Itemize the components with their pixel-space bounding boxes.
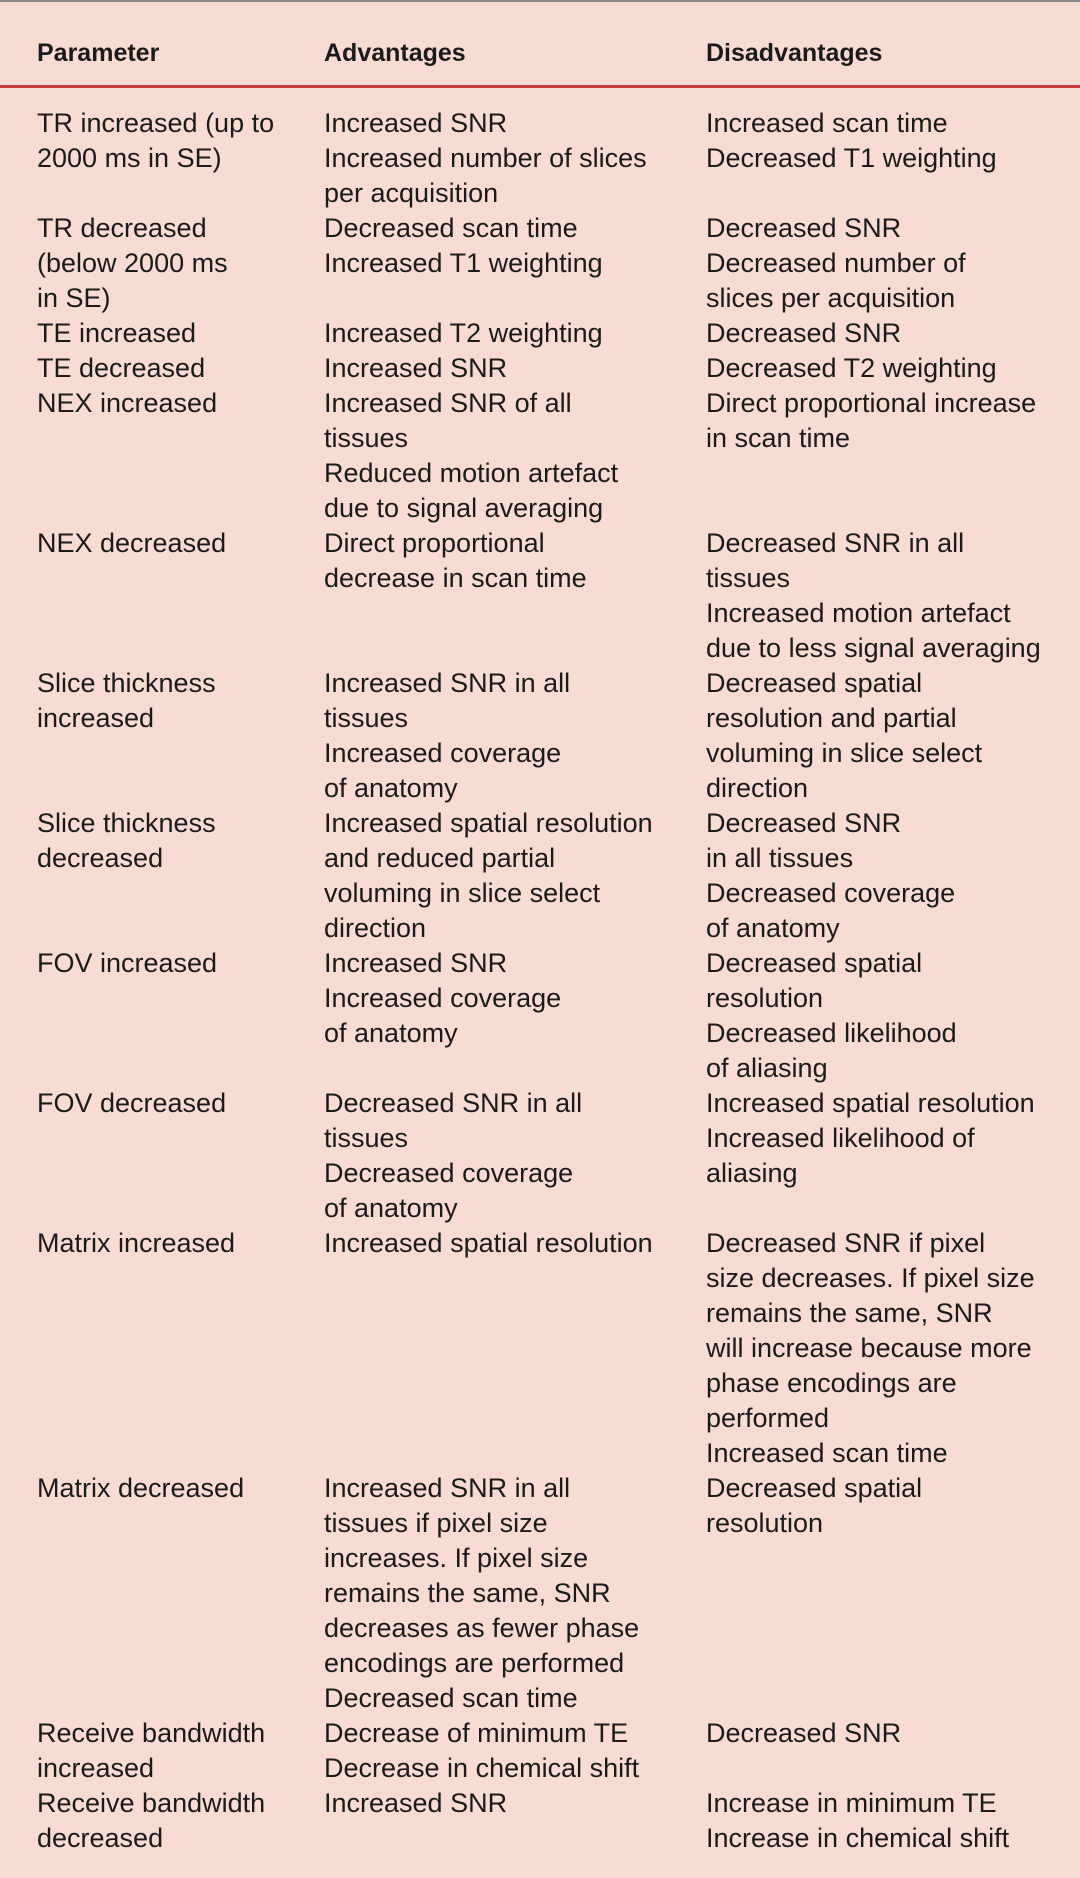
cell-text-line: Direct proportional increase: [706, 388, 1037, 418]
cell-text-line: voluming in slice select: [706, 738, 983, 768]
advantages-cell: [324, 351, 706, 386]
cell-text-line: Increased coverage: [324, 738, 562, 768]
cell-text-line: Receive bandwidth: [37, 1718, 266, 1748]
cell-text-line: decreased: [37, 843, 164, 873]
cell-text-line: NEX decreased: [37, 528, 227, 558]
cell-text-line: of aliasing: [706, 1053, 828, 1083]
cell-text-line: decreased: [37, 1823, 164, 1853]
cell-text-line: Increased scan time: [706, 1438, 948, 1468]
table-row: [0, 1786, 1080, 1856]
cell-text-line: tissues if pixel size: [324, 1508, 548, 1538]
cell-text-line: Increased coverage: [324, 983, 562, 1013]
cell-text-line: slices per acquisition: [706, 283, 956, 313]
cell-text-line: Increased T2 weighting: [324, 318, 603, 348]
cell-text-line: tissues: [324, 703, 409, 733]
advantages-cell: [324, 106, 706, 211]
header-parameter: Parameter: [37, 39, 160, 67]
cell-text-line: Decreased scan time: [324, 1683, 578, 1713]
cell-text-line: in all tissues: [706, 843, 854, 873]
advantages-cell: [324, 1716, 706, 1786]
header-divider: [0, 85, 1080, 88]
disadvantages-cell: [706, 946, 1080, 1086]
cell-text-line: aliasing: [706, 1158, 798, 1188]
cell-text-line: phase encodings are: [706, 1368, 957, 1398]
cell-text-line: Decreased SNR in all: [324, 1088, 583, 1118]
cell-text-line: Increased motion artefact: [706, 598, 1011, 628]
cell-text-line: will increase because more: [706, 1333, 1032, 1363]
advantages-cell: [324, 806, 706, 946]
cell-text-line: TE increased: [37, 318, 197, 348]
cell-text-line: Increased SNR: [324, 1788, 508, 1818]
disadvantages-cell: [706, 316, 1080, 351]
cell-text-line: 2000 ms in SE): [37, 143, 222, 173]
cell-text-line: Decreased SNR: [706, 213, 902, 243]
cell-text-line: Increased T1 weighting: [324, 248, 603, 278]
cell-text-line: Increased SNR in all: [324, 668, 571, 698]
advantages-cell: [324, 526, 706, 666]
advantages-cell: [324, 946, 706, 1086]
cell-text-line: Decreased scan time: [324, 213, 578, 243]
cell-text-line: Slice thickness: [37, 808, 216, 838]
cell-text-line: Decrease in chemical shift: [324, 1753, 640, 1783]
cell-text-line: Decreased spatial: [706, 1473, 923, 1503]
cell-text-line: due to less signal averaging: [706, 633, 1041, 663]
disadvantages-cell: [706, 806, 1080, 946]
cell-text-line: Decreased SNR: [706, 808, 902, 838]
advantages-cell: [324, 1786, 706, 1856]
cell-text-line: of anatomy: [324, 773, 458, 803]
cell-text-line: Direct proportional: [324, 528, 545, 558]
cell-text-line: TR increased (up to: [37, 108, 275, 138]
parameter-cell: [0, 106, 324, 211]
disadvantages-cell: [706, 351, 1080, 386]
cell-text-line: increased: [37, 1753, 155, 1783]
cell-text-line: increases. If pixel size: [324, 1543, 589, 1573]
cell-text-line: Increased spatial resolution: [324, 808, 653, 838]
cell-text-line: FOV decreased: [37, 1088, 227, 1118]
disadvantages-cell: [706, 1086, 1080, 1226]
cell-text-line: Reduced motion artefact: [324, 458, 619, 488]
parameter-cell: [0, 666, 324, 806]
cell-text-line: Decreased spatial: [706, 948, 923, 978]
cell-text-line: Decreased likelihood: [706, 1018, 957, 1048]
cell-text-line: of anatomy: [324, 1193, 458, 1223]
cell-text-line: Receive bandwidth: [37, 1788, 266, 1818]
advantages-cell: [324, 1471, 706, 1716]
parameter-cell: [0, 1086, 324, 1226]
cell-text-line: size decreases. If pixel size: [706, 1263, 1035, 1293]
cell-text-line: Increased number of slices: [324, 143, 647, 173]
advantages-cell: [324, 1226, 706, 1471]
cell-text-line: in scan time: [706, 423, 851, 453]
cell-text-line: resolution: [706, 983, 824, 1013]
table-header: [0, 2, 1080, 86]
advantages-cell: [324, 1086, 706, 1226]
advantages-cell: [324, 666, 706, 806]
cell-text-line: Decreased coverage: [706, 878, 956, 908]
cell-text-line: and reduced partial: [324, 843, 556, 873]
cell-text-line: Decrease of minimum TE: [324, 1718, 629, 1748]
table-row: [0, 351, 1080, 386]
cell-text-line: Decreased coverage: [324, 1158, 574, 1188]
table-row: [0, 386, 1080, 526]
cell-text-line: per acquisition: [324, 178, 499, 208]
cell-text-line: Decreased SNR in all: [706, 528, 965, 558]
cell-text-line: direction: [324, 913, 427, 943]
disadvantages-cell: [706, 1786, 1080, 1856]
cell-text-line: TR decreased: [37, 213, 207, 243]
parameter-cell: [0, 1471, 324, 1716]
table-row: [0, 526, 1080, 666]
cell-text-line: TE decreased: [37, 353, 206, 383]
cell-text-line: Matrix increased: [37, 1228, 236, 1258]
header-disadvantages: Disadvantages: [706, 39, 883, 67]
cell-text-line: Increased scan time: [706, 108, 948, 138]
cell-text-line: in SE): [37, 283, 111, 313]
cell-text-line: decreases as fewer phase: [324, 1613, 640, 1643]
table-row: [0, 1716, 1080, 1786]
cell-text-line: resolution: [706, 1508, 824, 1538]
header-advantages: Advantages: [324, 39, 466, 67]
disadvantages-cell: [706, 526, 1080, 666]
parameter-cell: [0, 946, 324, 1086]
table-row: [0, 1226, 1080, 1471]
cell-text-line: performed: [706, 1403, 830, 1433]
cell-text-line: resolution and partial: [706, 703, 957, 733]
table-body: [0, 106, 1080, 1856]
disadvantages-cell: [706, 1226, 1080, 1471]
cell-text-line: direction: [706, 773, 809, 803]
cell-text-line: Matrix decreased: [37, 1473, 245, 1503]
cell-text-line: Decreased T1 weighting: [706, 143, 997, 173]
cell-text-line: Increased spatial resolution: [324, 1228, 653, 1258]
parameter-cell: [0, 351, 324, 386]
parameter-cell: [0, 211, 324, 316]
cell-text-line: Increased SNR: [324, 353, 508, 383]
cell-text-line: encodings are performed: [324, 1648, 625, 1678]
cell-text-line: (below 2000 ms: [37, 248, 228, 278]
cell-text-line: Increased SNR: [324, 108, 508, 138]
disadvantages-cell: [706, 211, 1080, 316]
parameter-cell: [0, 806, 324, 946]
table-row: [0, 1471, 1080, 1716]
cell-text-line: remains the same, SNR: [324, 1578, 611, 1608]
table-row: [0, 806, 1080, 946]
cell-text-line: voluming in slice select: [324, 878, 601, 908]
cell-text-line: remains the same, SNR: [706, 1298, 993, 1328]
table-row: [0, 211, 1080, 316]
table-row: [0, 106, 1080, 211]
parameter-cell: [0, 386, 324, 526]
cell-text-line: FOV increased: [37, 948, 218, 978]
advantages-cell: [324, 386, 706, 526]
cell-text-line: due to signal averaging: [324, 493, 604, 523]
advantages-cell: [324, 316, 706, 351]
cell-text-line: Increased SNR in all: [324, 1473, 571, 1503]
advantages-cell: [324, 211, 706, 316]
cell-text-line: increased: [37, 703, 155, 733]
cell-text-line: tissues: [324, 1123, 409, 1153]
cell-text-line: tissues: [706, 563, 791, 593]
cell-text-line: Increased SNR of all: [324, 388, 572, 418]
cell-text-line: Increased SNR: [324, 948, 508, 978]
cell-text-line: Increase in chemical shift: [706, 1823, 1010, 1853]
disadvantages-cell: [706, 1716, 1080, 1786]
cell-text-line: Decreased SNR if pixel: [706, 1228, 986, 1258]
disadvantages-cell: [706, 1471, 1080, 1716]
disadvantages-cell: [706, 106, 1080, 211]
cell-text-line: of anatomy: [324, 1018, 458, 1048]
cell-text-line: Decreased T2 weighting: [706, 353, 997, 383]
cell-text-line: of anatomy: [706, 913, 840, 943]
cell-text-line: Decreased number of: [706, 248, 966, 278]
disadvantages-cell: [706, 386, 1080, 526]
table-row: [0, 946, 1080, 1086]
parameter-cell: [0, 1226, 324, 1471]
table-row: [0, 316, 1080, 351]
parameter-cell: [0, 526, 324, 666]
table-row: [0, 666, 1080, 806]
cell-text-line: Increased likelihood of: [706, 1123, 975, 1153]
cell-text-line: Decreased SNR: [706, 318, 902, 348]
table-row: [0, 1086, 1080, 1226]
parameter-cell: [0, 316, 324, 351]
parameter-cell: [0, 1786, 324, 1856]
parameter-cell: [0, 1716, 324, 1786]
cell-text-line: Increase in minimum TE: [706, 1788, 997, 1818]
cell-text-line: Slice thickness: [37, 668, 216, 698]
cell-text-line: tissues: [324, 423, 409, 453]
cell-text-line: Increased spatial resolution: [706, 1088, 1035, 1118]
cell-text-line: NEX increased: [37, 388, 218, 418]
cell-text-line: Decreased SNR: [706, 1718, 902, 1748]
cell-text-line: Decreased spatial: [706, 668, 923, 698]
cell-text-line: decrease in scan time: [324, 563, 587, 593]
disadvantages-cell: [706, 666, 1080, 806]
